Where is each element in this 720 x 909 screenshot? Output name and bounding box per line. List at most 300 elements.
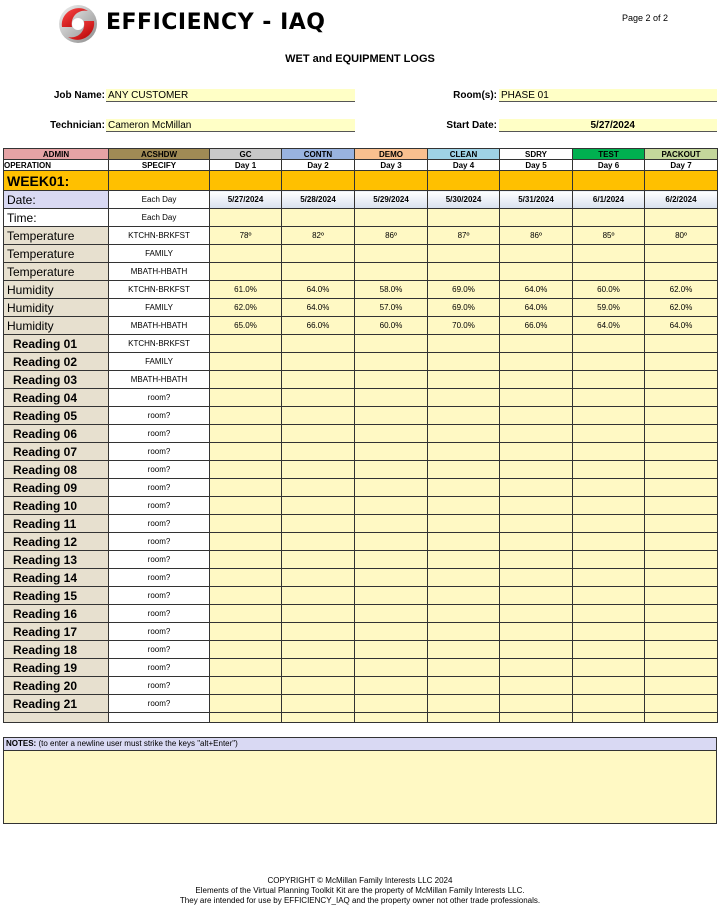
brand-name: EFFICIENCY - IAQ xyxy=(106,10,326,35)
reading-room: room? xyxy=(109,623,210,641)
reading-value-cell[interactable] xyxy=(210,425,282,443)
week-cell xyxy=(282,171,355,191)
measure-value-cell[interactable]: 64.0% xyxy=(500,281,573,299)
reading-value-cell[interactable] xyxy=(645,407,718,425)
reading-value-cell[interactable] xyxy=(355,641,428,659)
measure-room: FAMILY xyxy=(109,245,210,263)
column-header: Day 5 xyxy=(500,160,573,171)
measure-room: KTCHN-BRKFST xyxy=(109,227,210,245)
reading-value-cell[interactable] xyxy=(573,605,645,623)
reading-value-cell[interactable] xyxy=(355,479,428,497)
reading-value-cell[interactable] xyxy=(355,551,428,569)
reading-label: Reading 12 xyxy=(4,533,109,551)
reading-value-cell[interactable] xyxy=(282,515,355,533)
measure-value-cell[interactable]: 59.0% xyxy=(573,299,645,317)
reading-value-cell[interactable] xyxy=(282,389,355,407)
reading-room: room? xyxy=(109,425,210,443)
reading-value-cell[interactable] xyxy=(210,533,282,551)
reading-label: Reading 17 xyxy=(4,623,109,641)
time-cell[interactable] xyxy=(282,209,355,227)
measure-value-cell[interactable] xyxy=(573,263,645,281)
blank-row xyxy=(4,713,718,723)
reading-room: room? xyxy=(109,389,210,407)
reading-value-cell[interactable] xyxy=(500,677,573,695)
reading-value-cell[interactable] xyxy=(645,425,718,443)
measure-room: KTCHN-BRKFST xyxy=(109,281,210,299)
measure-value-cell[interactable]: 64.0% xyxy=(573,317,645,335)
time-specify: Each Day xyxy=(109,209,210,227)
reading-value-cell[interactable] xyxy=(282,587,355,605)
measure-row xyxy=(4,263,718,281)
reading-value-cell[interactable] xyxy=(573,389,645,407)
reading-value-cell[interactable] xyxy=(355,677,428,695)
reading-value-cell[interactable] xyxy=(573,515,645,533)
job-name-field[interactable]: ANY CUSTOMER xyxy=(106,89,355,102)
reading-value-cell[interactable] xyxy=(573,335,645,353)
reading-room: room? xyxy=(109,605,210,623)
wet-equipment-log-table xyxy=(3,148,718,723)
reading-room: room? xyxy=(109,551,210,569)
measure-value-cell[interactable] xyxy=(282,245,355,263)
reading-value-cell[interactable] xyxy=(500,497,573,515)
reading-value-cell[interactable] xyxy=(355,425,428,443)
measure-value-cell[interactable]: 66.0% xyxy=(282,317,355,335)
reading-value-cell[interactable] xyxy=(210,389,282,407)
reading-value-cell[interactable] xyxy=(282,425,355,443)
reading-value-cell[interactable] xyxy=(428,371,500,389)
measure-label: Humidity xyxy=(4,281,109,299)
stage-header-acshdw: ACSHDW xyxy=(109,149,210,160)
measure-value-cell[interactable]: 82º xyxy=(282,227,355,245)
reading-value-cell[interactable] xyxy=(210,407,282,425)
reading-value-cell[interactable] xyxy=(428,461,500,479)
reading-value-cell[interactable] xyxy=(282,335,355,353)
reading-value-cell[interactable] xyxy=(428,479,500,497)
technician-field[interactable]: Cameron McMillan xyxy=(106,119,355,132)
stage-header-demo: DEMO xyxy=(355,149,428,160)
measure-row xyxy=(4,281,718,299)
reading-value-cell[interactable] xyxy=(282,461,355,479)
reading-value-cell[interactable] xyxy=(428,497,500,515)
reading-value-cell[interactable] xyxy=(210,497,282,515)
reading-label: Reading 14 xyxy=(4,569,109,587)
measure-value-cell[interactable] xyxy=(645,245,718,263)
reading-value-cell[interactable] xyxy=(500,479,573,497)
blank-cell xyxy=(355,713,428,723)
reading-room: room? xyxy=(109,443,210,461)
reading-value-cell[interactable] xyxy=(645,587,718,605)
time-cell[interactable] xyxy=(210,209,282,227)
reading-value-cell[interactable] xyxy=(645,389,718,407)
reading-value-cell[interactable] xyxy=(355,371,428,389)
date-cell[interactable]: 5/28/2024 xyxy=(282,191,355,209)
time-cell[interactable] xyxy=(500,209,573,227)
reading-value-cell[interactable] xyxy=(210,479,282,497)
blank-cell xyxy=(645,713,718,723)
reading-value-cell[interactable] xyxy=(645,353,718,371)
measure-value-cell[interactable]: 64.0% xyxy=(282,281,355,299)
reading-value-cell[interactable] xyxy=(500,389,573,407)
reading-row xyxy=(4,443,718,461)
reading-value-cell[interactable] xyxy=(282,623,355,641)
reading-value-cell[interactable] xyxy=(645,641,718,659)
reading-value-cell[interactable] xyxy=(428,659,500,677)
reading-value-cell[interactable] xyxy=(282,605,355,623)
reading-value-cell[interactable] xyxy=(355,623,428,641)
stage-header-packout: PACKOUT xyxy=(645,149,718,160)
reading-value-cell[interactable] xyxy=(428,677,500,695)
page-number: Page 2 of 2 xyxy=(622,13,669,23)
reading-value-cell[interactable] xyxy=(645,677,718,695)
reading-value-cell[interactable] xyxy=(428,407,500,425)
technician-label: Technician: xyxy=(50,120,105,131)
measure-value-cell[interactable]: 62.0% xyxy=(645,281,718,299)
reading-value-cell[interactable] xyxy=(428,389,500,407)
reading-value-cell[interactable] xyxy=(428,623,500,641)
reading-value-cell[interactable] xyxy=(500,695,573,713)
measure-label: Humidity xyxy=(4,299,109,317)
reading-value-cell[interactable] xyxy=(210,677,282,695)
date-cell[interactable]: 5/27/2024 xyxy=(210,191,282,209)
measure-value-cell[interactable]: 58.0% xyxy=(355,281,428,299)
reading-value-cell[interactable] xyxy=(428,641,500,659)
reading-value-cell[interactable] xyxy=(282,551,355,569)
reading-value-cell[interactable] xyxy=(573,677,645,695)
reading-value-cell[interactable] xyxy=(355,533,428,551)
reading-value-cell[interactable] xyxy=(645,479,718,497)
date-cell[interactable]: 5/30/2024 xyxy=(428,191,500,209)
reading-row xyxy=(4,569,718,587)
reading-value-cell[interactable] xyxy=(355,407,428,425)
reading-value-cell[interactable] xyxy=(500,335,573,353)
measure-value-cell[interactable]: 64.0% xyxy=(645,317,718,335)
reading-value-cell[interactable] xyxy=(428,569,500,587)
reading-label: Reading 06 xyxy=(4,425,109,443)
reading-value-cell[interactable] xyxy=(573,551,645,569)
rooms-field[interactable]: PHASE 01 xyxy=(499,89,717,102)
reading-value-cell[interactable] xyxy=(355,389,428,407)
measure-row xyxy=(4,299,718,317)
logo-swirl-icon xyxy=(56,3,100,45)
reading-value-cell[interactable] xyxy=(645,461,718,479)
reading-value-cell[interactable] xyxy=(573,569,645,587)
time-cell[interactable] xyxy=(355,209,428,227)
reading-value-cell[interactable] xyxy=(500,533,573,551)
reading-row xyxy=(4,335,718,353)
measure-value-cell[interactable]: 62.0% xyxy=(645,299,718,317)
reading-value-cell[interactable] xyxy=(210,371,282,389)
reading-label: Reading 07 xyxy=(4,443,109,461)
measure-room: MBATH-HBATH xyxy=(109,263,210,281)
reading-value-cell[interactable] xyxy=(573,695,645,713)
reading-value-cell[interactable] xyxy=(500,623,573,641)
reading-room: room? xyxy=(109,497,210,515)
time-row xyxy=(4,209,718,227)
reading-value-cell[interactable] xyxy=(428,551,500,569)
reading-value-cell[interactable] xyxy=(210,443,282,461)
time-cell[interactable] xyxy=(645,209,718,227)
reading-room: FAMILY xyxy=(109,353,210,371)
reading-label: Reading 11 xyxy=(4,515,109,533)
reading-value-cell[interactable] xyxy=(282,533,355,551)
reading-label: Reading 15 xyxy=(4,587,109,605)
reading-value-cell[interactable] xyxy=(355,335,428,353)
reading-value-cell[interactable] xyxy=(428,443,500,461)
rooms-label: Room(s): xyxy=(453,90,497,101)
reading-value-cell[interactable] xyxy=(282,497,355,515)
reading-value-cell[interactable] xyxy=(645,551,718,569)
reading-value-cell[interactable] xyxy=(428,695,500,713)
reading-value-cell[interactable] xyxy=(210,569,282,587)
reading-value-cell[interactable] xyxy=(355,515,428,533)
reading-label: Reading 10 xyxy=(4,497,109,515)
reading-room: room? xyxy=(109,677,210,695)
reading-value-cell[interactable] xyxy=(573,587,645,605)
reading-room: room? xyxy=(109,659,210,677)
start-date-field[interactable]: 5/27/2024 xyxy=(499,119,717,132)
week-cell xyxy=(109,171,210,191)
reading-value-cell[interactable] xyxy=(500,443,573,461)
measure-value-cell[interactable]: 69.0% xyxy=(428,281,500,299)
measure-value-cell[interactable] xyxy=(645,263,718,281)
reading-value-cell[interactable] xyxy=(282,659,355,677)
stage-header-admin: ADMIN xyxy=(4,149,109,160)
measure-value-cell[interactable] xyxy=(210,245,282,263)
measure-value-cell[interactable]: 64.0% xyxy=(282,299,355,317)
reading-value-cell[interactable] xyxy=(645,605,718,623)
reading-value-cell[interactable] xyxy=(573,353,645,371)
measure-value-cell[interactable]: 80º xyxy=(645,227,718,245)
measure-value-cell[interactable]: 70.0% xyxy=(428,317,500,335)
week-row xyxy=(4,171,718,191)
reading-value-cell[interactable] xyxy=(428,353,500,371)
measure-value-cell[interactable]: 78º xyxy=(210,227,282,245)
reading-value-cell[interactable] xyxy=(428,335,500,353)
reading-value-cell[interactable] xyxy=(645,659,718,677)
measure-value-cell[interactable]: 65.0% xyxy=(210,317,282,335)
reading-value-cell[interactable] xyxy=(500,425,573,443)
reading-value-cell[interactable] xyxy=(355,353,428,371)
reading-value-cell[interactable] xyxy=(355,443,428,461)
reading-value-cell[interactable] xyxy=(282,641,355,659)
reading-value-cell[interactable] xyxy=(500,605,573,623)
reading-row xyxy=(4,461,718,479)
reading-value-cell[interactable] xyxy=(282,695,355,713)
reading-value-cell[interactable] xyxy=(355,587,428,605)
reading-value-cell[interactable] xyxy=(210,641,282,659)
measure-value-cell[interactable]: 87º xyxy=(428,227,500,245)
reading-row xyxy=(4,425,718,443)
measure-value-cell[interactable] xyxy=(428,263,500,281)
measure-value-cell[interactable]: 61.0% xyxy=(210,281,282,299)
reading-value-cell[interactable] xyxy=(210,461,282,479)
measure-value-cell[interactable] xyxy=(210,263,282,281)
date-label: Date: xyxy=(4,191,109,209)
reading-value-cell[interactable] xyxy=(500,353,573,371)
reading-value-cell[interactable] xyxy=(282,353,355,371)
reading-row xyxy=(4,479,718,497)
reading-value-cell[interactable] xyxy=(355,497,428,515)
reading-row xyxy=(4,587,718,605)
measure-value-cell[interactable] xyxy=(282,263,355,281)
job-name-label: Job Name: xyxy=(53,90,105,101)
measure-value-cell[interactable]: 86º xyxy=(500,227,573,245)
reading-value-cell[interactable] xyxy=(645,569,718,587)
time-label: Time: xyxy=(4,209,109,227)
measure-value-cell[interactable]: 60.0% xyxy=(573,281,645,299)
date-cell[interactable]: 5/29/2024 xyxy=(355,191,428,209)
reading-value-cell[interactable] xyxy=(645,533,718,551)
reading-value-cell[interactable] xyxy=(500,371,573,389)
reading-value-cell[interactable] xyxy=(500,461,573,479)
reading-value-cell[interactable] xyxy=(210,695,282,713)
reading-room: room? xyxy=(109,479,210,497)
measure-row xyxy=(4,317,718,335)
reading-value-cell[interactable] xyxy=(573,479,645,497)
reading-value-cell[interactable] xyxy=(645,515,718,533)
reading-value-cell[interactable] xyxy=(210,515,282,533)
measure-value-cell[interactable]: 66.0% xyxy=(500,317,573,335)
measure-value-cell[interactable] xyxy=(428,245,500,263)
reading-value-cell[interactable] xyxy=(355,569,428,587)
date-row xyxy=(4,191,718,209)
measure-value-cell[interactable]: 64.0% xyxy=(500,299,573,317)
reading-value-cell[interactable] xyxy=(645,623,718,641)
measure-value-cell[interactable] xyxy=(355,245,428,263)
reading-label: Reading 18 xyxy=(4,641,109,659)
measure-value-cell[interactable] xyxy=(573,245,645,263)
measure-label: Temperature xyxy=(4,245,109,263)
notes-section[interactable] xyxy=(3,737,717,824)
reading-value-cell[interactable] xyxy=(500,551,573,569)
reading-value-cell[interactable] xyxy=(210,623,282,641)
reading-value-cell[interactable] xyxy=(500,587,573,605)
measure-value-cell[interactable] xyxy=(500,263,573,281)
reading-value-cell[interactable] xyxy=(645,443,718,461)
start-date-label: Start Date: xyxy=(446,120,497,131)
reading-label: Reading 05 xyxy=(4,407,109,425)
reading-value-cell[interactable] xyxy=(573,533,645,551)
stage-header-test: TEST xyxy=(573,149,645,160)
reading-label: Reading 20 xyxy=(4,677,109,695)
week-cell xyxy=(355,171,428,191)
blank-cell xyxy=(210,713,282,723)
brand-logo xyxy=(56,3,326,45)
measure-value-cell[interactable]: 69.0% xyxy=(428,299,500,317)
reading-value-cell[interactable] xyxy=(645,695,718,713)
time-cell[interactable] xyxy=(428,209,500,227)
reading-row xyxy=(4,515,718,533)
reading-value-cell[interactable] xyxy=(428,515,500,533)
measure-value-cell[interactable]: 57.0% xyxy=(355,299,428,317)
reading-value-cell[interactable] xyxy=(500,569,573,587)
stage-header-clean: CLEAN xyxy=(428,149,500,160)
reading-value-cell[interactable] xyxy=(573,641,645,659)
reading-value-cell[interactable] xyxy=(645,497,718,515)
reading-value-cell[interactable] xyxy=(355,695,428,713)
reading-value-cell[interactable] xyxy=(573,461,645,479)
reading-value-cell[interactable] xyxy=(282,479,355,497)
reading-value-cell[interactable] xyxy=(645,371,718,389)
column-header: OPERATION xyxy=(4,160,109,171)
reading-label: Reading 16 xyxy=(4,605,109,623)
reading-value-cell[interactable] xyxy=(428,533,500,551)
reading-label: Reading 19 xyxy=(4,659,109,677)
footer-line-2: Elements of the Virtual Planning Toolkit Kit are the property of McMillan Family Interests LLC. xyxy=(195,886,525,895)
operation-header-row xyxy=(4,160,718,171)
column-header: Day 6 xyxy=(573,160,645,171)
stage-header-contn: CONTN xyxy=(282,149,355,160)
footer-line-1: COPYRIGHT © McMillan Family Interests LLC 2024 xyxy=(267,876,453,885)
reading-value-cell[interactable] xyxy=(500,641,573,659)
measure-value-cell[interactable]: 86º xyxy=(355,227,428,245)
reading-value-cell[interactable] xyxy=(282,677,355,695)
date-cell[interactable]: 6/1/2024 xyxy=(573,191,645,209)
reading-value-cell[interactable] xyxy=(210,605,282,623)
measure-label: Temperature xyxy=(4,263,109,281)
reading-value-cell[interactable] xyxy=(428,587,500,605)
reading-row xyxy=(4,659,718,677)
reading-value-cell[interactable] xyxy=(573,497,645,515)
reading-row xyxy=(4,551,718,569)
footer-line-3: They are intended for use by EFFICIENCY_IAQ and the property owner not other trade professionals. xyxy=(179,896,541,905)
reading-value-cell[interactable] xyxy=(573,623,645,641)
reading-value-cell[interactable] xyxy=(210,659,282,677)
reading-row xyxy=(4,623,718,641)
measure-value-cell[interactable]: 62.0% xyxy=(210,299,282,317)
reading-row xyxy=(4,353,718,371)
blank-cell xyxy=(428,713,500,723)
reading-value-cell[interactable] xyxy=(355,605,428,623)
date-cell[interactable]: 6/2/2024 xyxy=(645,191,718,209)
reading-value-cell[interactable] xyxy=(500,407,573,425)
measure-value-cell[interactable] xyxy=(355,263,428,281)
reading-room: room? xyxy=(109,695,210,713)
reading-value-cell[interactable] xyxy=(282,371,355,389)
reading-value-cell[interactable] xyxy=(573,659,645,677)
reading-value-cell[interactable] xyxy=(210,551,282,569)
reading-value-cell[interactable] xyxy=(355,461,428,479)
reading-value-cell[interactable] xyxy=(210,353,282,371)
reading-value-cell[interactable] xyxy=(500,515,573,533)
reading-value-cell[interactable] xyxy=(355,659,428,677)
reading-row xyxy=(4,389,718,407)
reading-value-cell[interactable] xyxy=(282,443,355,461)
measure-value-cell[interactable] xyxy=(500,245,573,263)
date-cell[interactable]: 5/31/2024 xyxy=(500,191,573,209)
reading-value-cell[interactable] xyxy=(573,443,645,461)
measure-value-cell[interactable]: 85º xyxy=(573,227,645,245)
reading-label: Reading 13 xyxy=(4,551,109,569)
week-cell xyxy=(500,171,573,191)
reading-value-cell[interactable] xyxy=(282,569,355,587)
reading-value-cell[interactable] xyxy=(428,605,500,623)
reading-value-cell[interactable] xyxy=(210,587,282,605)
time-cell[interactable] xyxy=(573,209,645,227)
measure-value-cell[interactable]: 60.0% xyxy=(355,317,428,335)
reading-value-cell[interactable] xyxy=(210,335,282,353)
reading-value-cell[interactable] xyxy=(573,371,645,389)
reading-value-cell[interactable] xyxy=(282,407,355,425)
notes-header xyxy=(4,738,716,751)
reading-value-cell[interactable] xyxy=(645,335,718,353)
reading-value-cell[interactable] xyxy=(573,425,645,443)
reading-row xyxy=(4,641,718,659)
reading-value-cell[interactable] xyxy=(500,659,573,677)
notes-field[interactable] xyxy=(4,751,716,825)
reading-value-cell[interactable] xyxy=(428,425,500,443)
reading-value-cell[interactable] xyxy=(573,407,645,425)
